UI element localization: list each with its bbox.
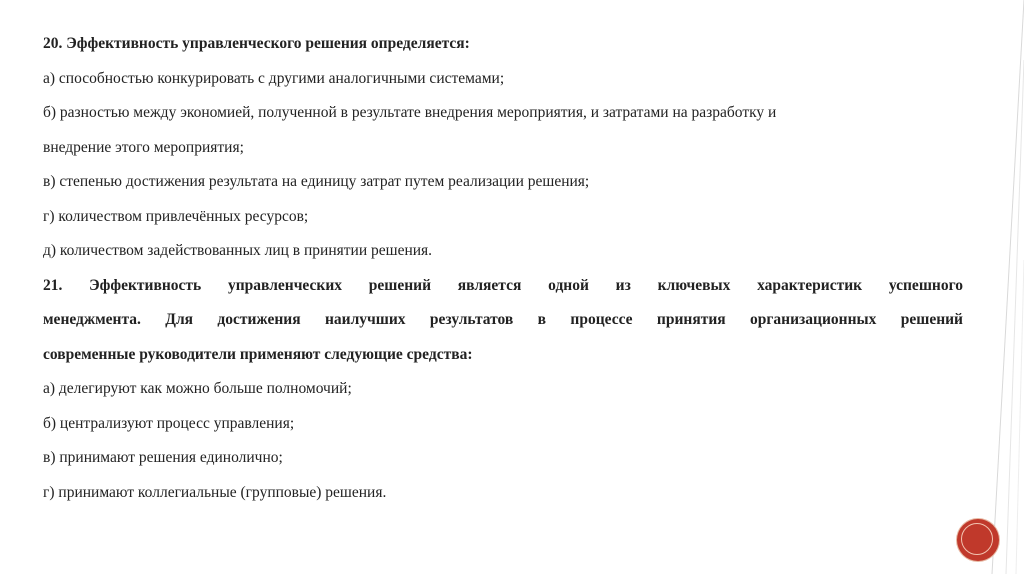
question-21-title-line-1: 21. Эффективность управленческих решений является одной из ключевых характеристик успешного (43, 276, 963, 294)
question-20-option-b-continued: внедрение этого мероприятия; (43, 138, 244, 156)
slide-nav-button[interactable] (957, 519, 999, 561)
question-20-title: 20. Эффективность управленческого решения определяется: (43, 35, 470, 52)
question-content (43, 27, 963, 510)
decorative-corner-lines (984, 0, 1024, 574)
question-21-option-v: в) принимают решения единолично; (43, 449, 283, 466)
question-21-title-line-3: современные руководители применяют следующие средства: (43, 345, 473, 363)
question-20-option-a: а) способностью конкурировать с другими аналогичными системами; (43, 69, 505, 87)
question-20-option-b: б) разностью между экономией, полученной в результате внедрения мероприятия, и затратами на разработку и (43, 104, 777, 121)
question-21-option-a: а) делегируют как можно больше полномочий; (43, 380, 352, 397)
nav-button-ring-icon (961, 523, 993, 555)
question-20-option-v: в) степенью достижения результата на единицу затрат путем реализации решения; (43, 173, 590, 190)
question-21-title-line-2: менеджмента. Для достижения наилучших результатов в процессе принятия организационных решений (43, 311, 963, 328)
question-20-option-g: г) количеством привлечённых ресурсов; (43, 207, 309, 225)
question-21-option-b: б) централизуют процесс управления; (43, 414, 295, 432)
question-21-option-g: г) принимают коллегиальные (групповые) решения. (43, 483, 387, 501)
question-20-option-d: д) количеством задействованных лиц в принятии решения. (43, 242, 433, 259)
